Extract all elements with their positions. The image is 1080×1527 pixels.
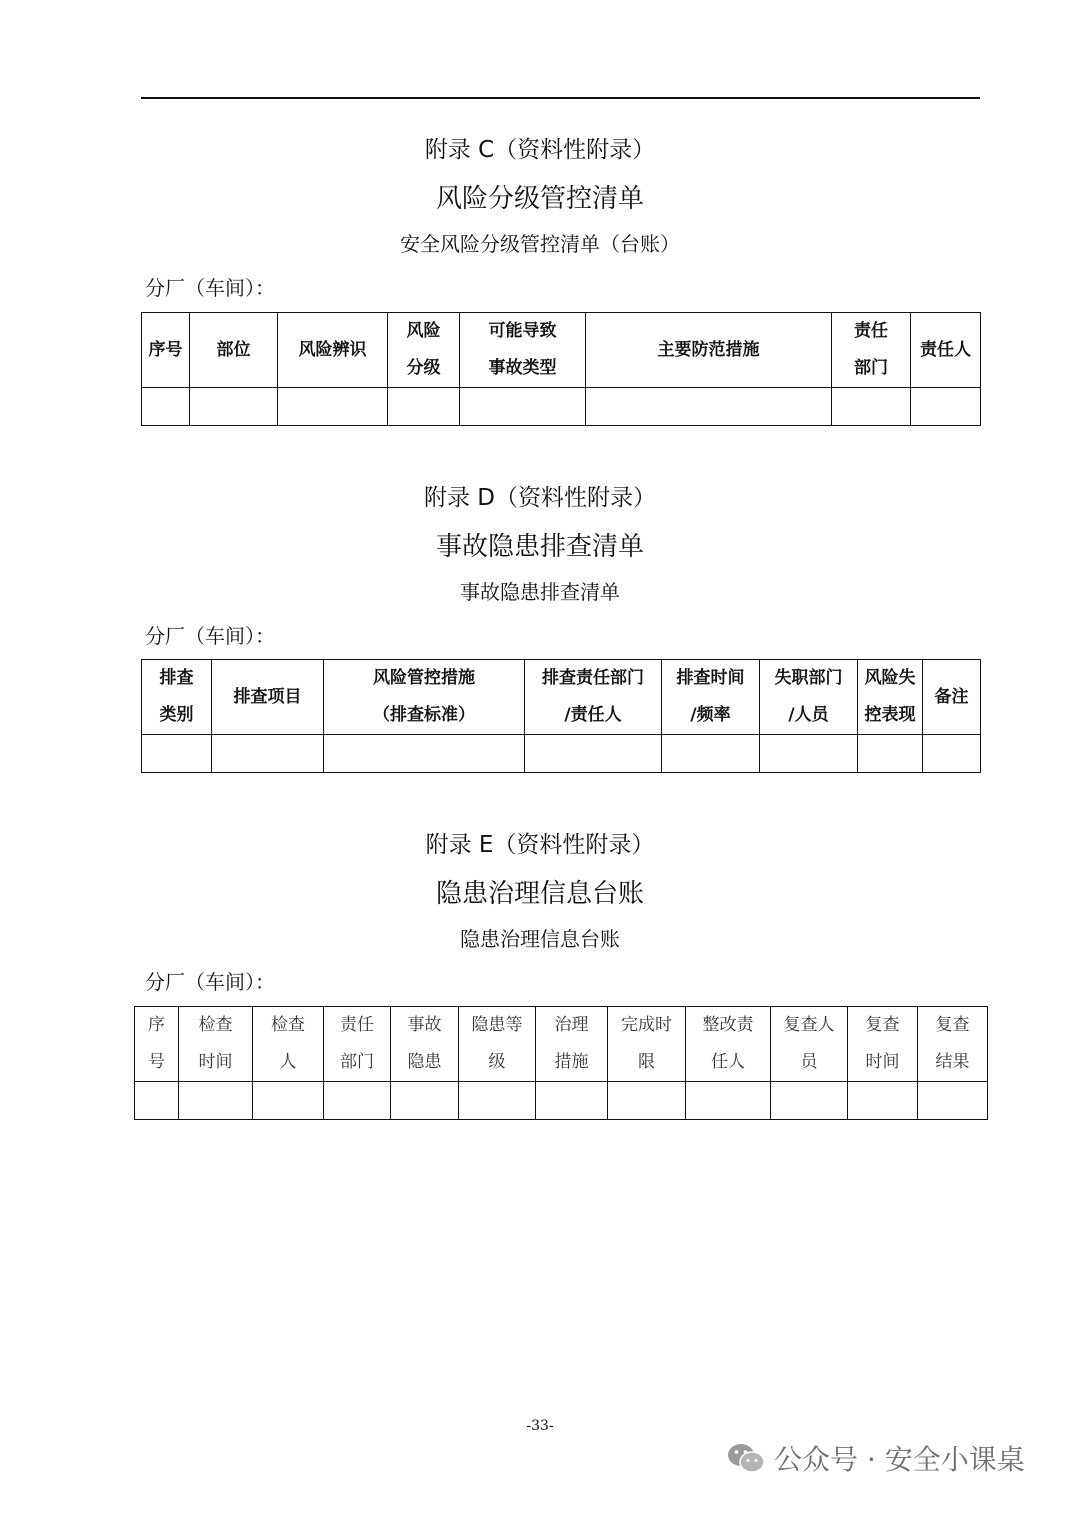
empty-cell: [388, 388, 460, 426]
empty-cell: [391, 1082, 459, 1120]
header-cell: 检查 时间: [198, 1015, 233, 1072]
empty-cell: [278, 388, 388, 426]
wechat-icon: [726, 1442, 766, 1474]
header-cell: 复查 结果: [935, 1015, 970, 1072]
empty-cell: [923, 735, 981, 773]
empty-cell: [686, 1082, 771, 1120]
header-cell: 排查责任部门 /责任人: [542, 668, 644, 725]
appendix-e-subtitle: 隐患治理信息台账: [460, 927, 620, 951]
empty-cell: [586, 388, 832, 426]
empty-cell: [848, 1082, 918, 1120]
empty-cell: [760, 735, 858, 773]
table-row: [142, 388, 981, 426]
risk-control-table: [141, 312, 981, 426]
header-cell: 序 号: [148, 1015, 165, 1072]
header-cell: 序号: [148, 339, 183, 360]
appendix-c-title: 风险分级管控清单: [435, 184, 644, 214]
appendix-e-label: 附录 E（资料性附录）: [425, 832, 655, 858]
header-cell: 治理 措施: [554, 1015, 589, 1072]
table-header-row: [142, 660, 981, 735]
empty-cell: [190, 388, 278, 426]
empty-cell: [662, 735, 760, 773]
empty-cell: [858, 735, 923, 773]
page-number: -33-: [526, 1418, 554, 1434]
hazard-remediation-ledger-table: [134, 1006, 988, 1120]
header-cell: 完成时 限: [621, 1015, 672, 1072]
appendix-c-label: 附录 C（资料性附录）: [424, 137, 656, 163]
empty-cell: [253, 1082, 324, 1120]
header-cell: 风险管控措施 （排查标准）: [373, 668, 475, 725]
table-row: [135, 1082, 988, 1120]
header-cell: 事故 隐患: [407, 1015, 442, 1072]
header-cell: 备注: [934, 686, 969, 707]
empty-cell: [212, 735, 324, 773]
empty-cell: [135, 1082, 179, 1120]
empty-cell: [324, 735, 525, 773]
table-header-row: [142, 313, 981, 388]
watermark: [726, 1436, 1025, 1480]
empty-cell: [525, 735, 662, 773]
header-cell: 复查 时间: [865, 1015, 900, 1072]
empty-cell: [459, 1082, 536, 1120]
watermark-text: 公众号 · 安全小课桌: [774, 1443, 1025, 1476]
empty-cell: [918, 1082, 988, 1120]
table-row: [142, 735, 981, 773]
header-cell: 可能导致 事故类型: [488, 321, 557, 378]
header-cell: 排查 类别: [159, 668, 194, 725]
appendix-d-label: 附录 D（资料性附录）: [423, 485, 657, 511]
appendix-d-workshop-label: 分厂（车间）：: [145, 624, 275, 648]
header-cell: 排查项目: [233, 686, 302, 707]
table-header-row: [135, 1007, 988, 1082]
header-cell: 风险 分级: [406, 321, 441, 378]
header-cell: 排查时间 /频率: [676, 668, 745, 725]
appendix-e-workshop-label: 分厂（车间）：: [145, 970, 275, 994]
header-cell: 检查 人: [271, 1015, 305, 1072]
empty-cell: [460, 388, 586, 426]
appendix-c-workshop-label: 分厂（车间）：: [145, 276, 275, 300]
header-cell: 主要防范措施: [657, 339, 760, 360]
header-cell: 风险失 控表现: [864, 668, 916, 725]
header-cell: 责任 部门: [340, 1015, 374, 1072]
header-cell: 责任 部门: [854, 321, 888, 378]
empty-cell: [536, 1082, 608, 1120]
empty-cell: [771, 1082, 848, 1120]
header-cell: 隐患等 级: [471, 1015, 523, 1072]
header-cell: 责任人: [920, 339, 971, 360]
header-cell: 失职部门 /人员: [774, 668, 843, 725]
header-cell: 复查人 员: [783, 1015, 835, 1072]
empty-cell: [142, 735, 212, 773]
empty-cell: [832, 388, 911, 426]
hazard-checklist-table: [141, 659, 981, 773]
empty-cell: [911, 388, 981, 426]
empty-cell: [608, 1082, 686, 1120]
appendix-d-title: 事故隐患排查清单: [435, 532, 644, 562]
header-rule: [141, 97, 980, 99]
header-cell: 风险辨识: [298, 339, 367, 360]
empty-cell: [142, 388, 190, 426]
empty-cell: [179, 1082, 253, 1120]
appendix-d-subtitle: 事故隐患排查清单: [460, 580, 620, 604]
header-cell: 部位: [216, 339, 251, 360]
header-cell: 整改责 任人: [702, 1015, 754, 1072]
appendix-c-subtitle: 安全风险分级管控清单（台账）: [400, 232, 680, 256]
appendix-e-title: 隐患治理信息台账: [435, 879, 644, 909]
empty-cell: [324, 1082, 391, 1120]
